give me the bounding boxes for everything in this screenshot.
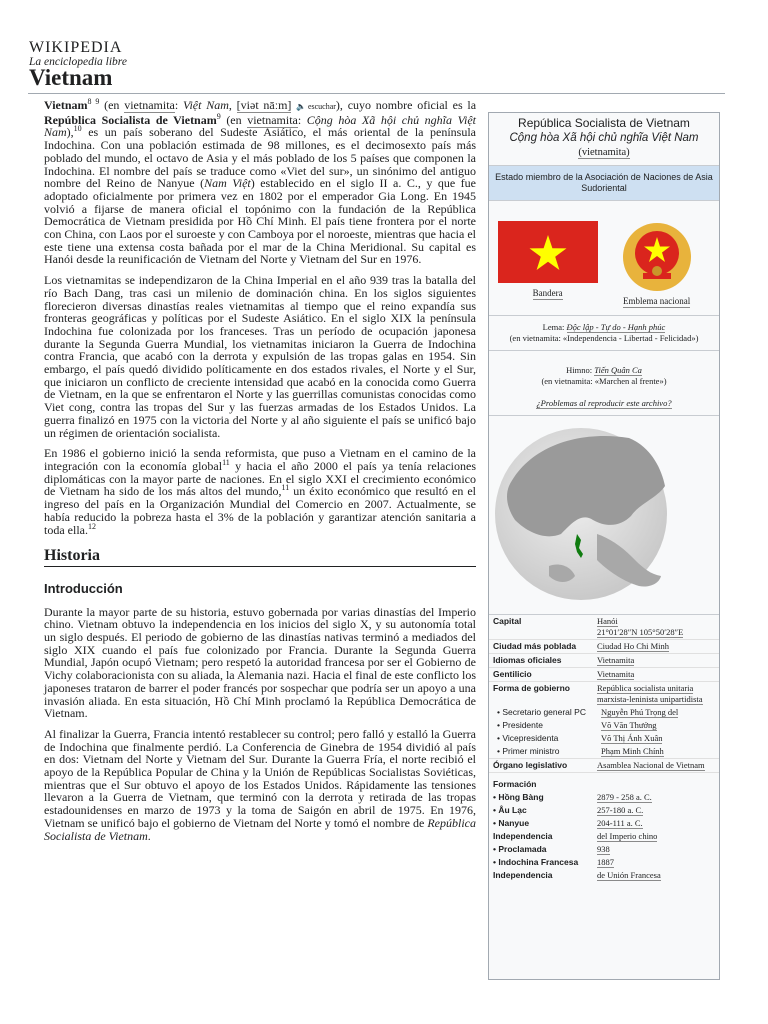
article-subject: Vietnam [44, 98, 88, 112]
motto-block: Lema: Độc lập - Tự do - Hạnh phúc (en vietnamita: «Independencia - Libertad - Felicidad») [489, 316, 719, 351]
history-paragraph-1: Durante la mayor parte de su historia, estuvo gobernada por varias dinastías del Imperio chino. Vietnam obtuvo la independencia en los inicios del siglo X, y su autonomía total un siglo después. El periodo de gobierno de las dinastías nativas terminó a mediados del siglo XIX cuando el país fue colonizado por Francia. Durante la Segunda Guerra Mundial, Japón ocupó Vietnam; pero respetó la autoridad francesa por ser el Gobierno de Vichy colaboracionista con su aliada, la Alemania nazi. Hacia el final de este conflicto los japoneses trataron de barrer el poder francés por sospechar que podría ser un apoyo a una invasión aliada. En esta situación, Hồ Chí Minh proclamó la República Democrática de Vietnam. [44, 604, 476, 721]
orthographic-globe-map [489, 416, 719, 614]
flag-of-vietnam[interactable] [498, 221, 598, 283]
speaker-icon[interactable]: 🔈 [296, 102, 308, 111]
ref-12[interactable]: 12 [87, 521, 96, 531]
row-proclaimed: • Proclamada 938 [493, 844, 610, 854]
row-capital: Capital Hanói 21°01′28″N 105°50′28″E [493, 616, 684, 637]
link-vietnamita[interactable]: vietnamita [124, 98, 175, 112]
wikipedia-logo[interactable] [29, 40, 127, 68]
link-vietnamita-2[interactable]: vietnamita [247, 112, 298, 127]
wikipedia-tagline: La enciclopedia libre [29, 56, 127, 68]
subsection-heading-introduccion: Introducción [44, 580, 123, 596]
row-hong-bang: • Hồng Bàng 2879 - 258 a. C. [493, 792, 652, 802]
section-heading-historia: Historia [44, 550, 476, 567]
row-au-lac: • Âu Lạc 257-180 a. C. [493, 805, 644, 815]
title-divider [28, 93, 725, 94]
largest-city-link[interactable]: Ciudad Ho Chi Minh [597, 641, 670, 651]
intro-paragraph-2: Los vietnamitas se independizaron de la China Imperial en el año 939 tras la batalla del río Bach Dang, tras casi un milenio de dominación china. En los siglos siguientes florecieron diversas dinastías reales vietnamitas al tiempo que el reino expandía sus fronteras geográficas y políticas por el Sudeste Asiático. En el siglo XIX la península Indochina fue colonizada por los franceses. Tras un período de ocupación japonesa durante la Segunda Guerra Mundial, los vietnamitas iniciaron la Guerra de Indochina contra Francia, que acabó con la derrota y expulsión de las tropas galas en 1954. Sin embargo, el país quedó dividido políticamente en dos estados rivales, el Norte y el Sur, que iniciaron un conflicto de creciente intensidad que acabó en la conocida como Guerra de Vietnam, en la que se enfrentaron el Norte y las guerrillas comunistas conocidas como Viet cong, contra las tropas del Sur y las fuerzas armadas de los Estados Unidos. La guerra finalizó en 1975 con la victoria del Norte y al año siguiente el país se unificó bajo un régimen de orientación socialista. [44, 273, 476, 440]
page-title: Vietnam [29, 65, 113, 90]
wikipedia-wordmark: WIKIPEDIA [29, 39, 123, 56]
anthem-translation: (en vietnamita: «Marchen al frente») [541, 376, 667, 386]
row-independence-france: Independencia de Unión Francesa [493, 870, 661, 880]
ref-8-9[interactable]: 8 9 [87, 97, 100, 106]
official-name: República Socialista de Vietnam [44, 112, 217, 127]
capital-link[interactable]: Hanói [597, 616, 618, 626]
infobox-header [489, 113, 719, 165]
anthem-block: Himno: Tiến Quân Ca (en vietnamita: «Marchen al frente») ¿Problemas al reproducir este archivo? [489, 351, 719, 416]
row-french-indochina: • Indochina Francesa 1887 [493, 857, 614, 867]
motto-link[interactable]: Độc lập - Tự do - Hạnh phúc [566, 322, 666, 332]
infobox-official-name: República Socialista de Vietnam [518, 116, 690, 130]
row-official-languages: Idiomas oficiales Vietnamita [489, 653, 719, 667]
language-link[interactable]: Vietnamita [597, 655, 635, 665]
infobox-symbols [489, 201, 719, 316]
intro-paragraph-1: Vietnam$^{8 9}$ (en vietnamita: Việt Nam, [viət nāːm] 🔈escuchar), cuyo nombre oficial es la República Socialista de Vietnam$^9$ (en vietnamita: Cộng hòa Xã hội chủ nghĩa Việt Nam),$^{10}$ es un país soberano del Sudeste Asiático, el más oriental de la península Indochina. Con una población estimada de 98 millones, es el decimosexto país más poblado del mundo, el octavo de Asia y el más poblado de los 5 países que componen la Indochina. El nombre del país se traduce como «Viet del sur», un sinónimo del antiguo nombre del Reino de Nanyue (Nam Việt) establecido en el siglo II a. C., y que fue adoptado oficialmente por primera vez en 1802 por el emperador Gia Long. En 1945 volvió a fijarse de manera oficial el topónimo con la fundación de la República Democrática de Vietnam presidida por Hồ Chí Minh. El país tiene frontera por el norte con China, con Laos por el suroeste y con Camboya por el noroeste, mientras que hacia el este tiene una extensa costa bañada por el mar de la China Meridional. Su capital es Hanói desde la reunificación de Vietnam del Norte y Vietnam del Sur en 1976. [44, 97, 477, 267]
ref-11b[interactable]: 11 [281, 483, 290, 493]
row-legislature: Órgano legislativo Asamblea Nacional de Vietnam [489, 758, 719, 772]
ref-11[interactable]: 11 [222, 457, 230, 467]
vice-president-link[interactable]: Võ Thị Ánh Xuân [601, 733, 663, 743]
article-body [44, 99, 476, 850]
legislature-link[interactable]: Asamblea Nacional de Vietnam [597, 760, 705, 770]
row-president: • Presidente Võ Văn Thưởng [497, 720, 657, 730]
row-largest-city: Ciudad más poblada Ciudad Ho Chi Minh [489, 639, 719, 653]
secretary-link[interactable]: Nguyễn Phú Trọng del [601, 707, 679, 717]
infobox-membership: Estado miembro de la Asociación de Naciones de Asia Sudoriental [489, 165, 719, 201]
row-government: Forma de gobierno República socialista unitaria marxista-leninista unipartidista [489, 681, 719, 706]
flag-cell [495, 221, 600, 309]
row-secretary-general: • Secretario general PC Nguyễn Phú Trọng del [497, 707, 679, 717]
intro-paragraph-3: En 1986 el gobierno inició la senda reformista, que puso a Vietnam en el camino de la integración con la economía global$^{11}$ y hacia el año 2000 el país ya tenía relaciones diplomáticas con la mayor parte de naciones. En el siglo XXI el crecimiento económico de Vietnam ha sido de los más altos del mundo,$^{11}$ un éxito económico que resultó en el ingreso del país en la Organización Mundial del Comercio en 2007. Actualmente, se había reducido la pobreza hasta el 3% de la población y garantizar atención sanitaria a toda ella.$^{12}$ [44, 446, 477, 537]
row-independence-china: Independencia del Imperio chino [493, 831, 658, 841]
flag-caption[interactable]: Bandera [532, 288, 563, 298]
row-vice-president: • Vicepresidenta Võ Thị Ánh Xuân [497, 733, 663, 743]
history-paragraph-2: Al finalizar la Guerra, Francia intentó restablecer su control; pero falló y estalló la Guerra de Indochina que finalmente perdió. La Conferencia de Ginebra de 1954 dividió al país en dos: Vietnam del Norte y Vietnam del Sur. Durante la Guerra Fría, el norte recibió el apoyo de la República Popular de China y la Unión de Repúblicas Socialistas Soviéticas, mientras que el Sur obtuvo el apoyo de los Estados Unidos. Rápidamente las tensiones llevaron a la Guerra de Vietnam, que terminó con la derrota y retirada de las tropas estadounidenses en marzo de 1973 y la toma de Saigón en abril de 1975. En 1976, Vietnam se unificó bajo el gobierno de Vietnam del Norte y tomó el nombre de República Socialista de Vietnam. [44, 726, 476, 843]
listen-link[interactable]: escuchar [307, 102, 336, 111]
row-formation: Formación [489, 772, 719, 791]
row-demonym: Gentilicio Vietnamita [489, 667, 719, 681]
ipa-pronunciation[interactable]: [viət nāːm] [236, 98, 292, 112]
row-prime-minister: • Primer ministro Phạm Minh Chính [497, 746, 664, 756]
infobox-native-name: Cộng hòa Xã hội chủ nghĩa Việt Nam (vietnamita) [509, 132, 699, 158]
national-emblem[interactable] [621, 221, 693, 293]
motto-translation: (en vietnamita: «Independencia - Libertad - Felicidad») [509, 333, 699, 343]
location-map[interactable] [489, 416, 719, 615]
government-link[interactable]: República socialista unitaria marxista-leninista unipartidista [597, 683, 703, 704]
anthem-link[interactable]: Tiến Quân Ca [594, 365, 642, 375]
demonym-link[interactable]: Vietnamita [597, 669, 635, 679]
emblem-cell [600, 221, 713, 309]
infobox-rows [489, 615, 719, 882]
ref-9[interactable]: 9 [216, 111, 221, 121]
president-link[interactable]: Võ Văn Thưởng [601, 720, 657, 730]
row-nanyue: • Nanyue 204-111 a. C. [493, 818, 643, 828]
prime-minister-link[interactable]: Phạm Minh Chính [601, 746, 664, 756]
ref-10[interactable]: 10 [73, 124, 82, 134]
capital-coordinates[interactable]: 21°01′28″N 105°50′28″E [597, 627, 684, 637]
emblem-caption[interactable]: Emblema nacional [623, 296, 691, 306]
infobox [488, 112, 720, 980]
audio-problems-link[interactable]: ¿Problemas al reproducir este archivo? [536, 398, 672, 408]
infobox-lang-link[interactable]: (vietnamita) [578, 147, 630, 158]
